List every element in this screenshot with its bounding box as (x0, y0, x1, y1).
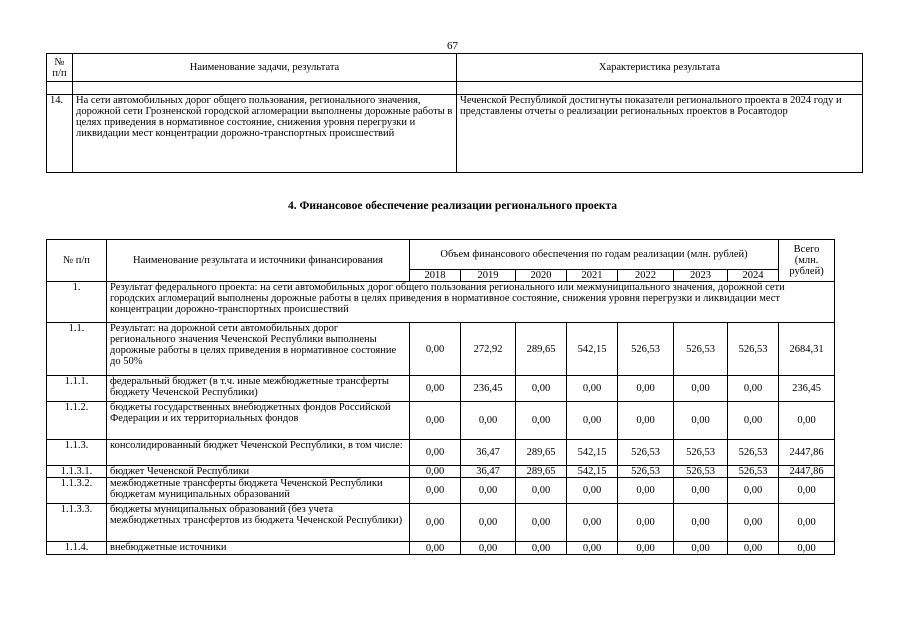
financing-header (47, 240, 835, 270)
year-value-cell: 0,00 (410, 466, 461, 478)
table-row (47, 323, 835, 376)
year-value-cell: 0,00 (410, 376, 461, 402)
year-header: 2024 (728, 270, 779, 282)
year-value-cell: 526,53 (728, 323, 779, 376)
year-value-cell: 0,00 (618, 542, 674, 555)
row-name: Результат: на дорожной сети автомобильных дорог регионального значения Чеченской Республики выполнены дорожные работы в целях приведения в нормативное состояние до 50% (107, 323, 410, 376)
year-value-cell: 0,00 (567, 478, 618, 504)
row-name: внебюджетные источники (107, 542, 410, 555)
row-name: федеральный бюджет (в т.ч. иные межбюджетные трансферты бюджету Чеченской Республики) (107, 376, 410, 402)
year-value-cell: 0,00 (461, 542, 516, 555)
year-value-cell: 526,53 (618, 323, 674, 376)
year-value-cell: 0,00 (516, 504, 567, 542)
year-value-cell: 289,65 (516, 440, 567, 466)
header-result-characteristic: Характеристика результата (457, 54, 863, 82)
year-value-cell: 0,00 (516, 402, 567, 440)
total-value-cell: 0,00 (779, 504, 835, 542)
year-header: 2022 (618, 270, 674, 282)
row-name: консолидированный бюджет Чеченской Республики, в том числе: (107, 440, 410, 466)
year-value-cell: 0,00 (618, 504, 674, 542)
total-value-cell: 0,00 (779, 478, 835, 504)
total-value-cell: 236,45 (779, 376, 835, 402)
row-num: 1.1.4. (47, 542, 107, 555)
total-value-cell: 2684,31 (779, 323, 835, 376)
table-row (47, 466, 835, 478)
year-value-cell: 0,00 (461, 504, 516, 542)
year-value-cell: 272,92 (461, 323, 516, 376)
row-num: 1.1.3.1. (47, 466, 107, 478)
year-value-cell: 526,53 (728, 440, 779, 466)
task-num: 14. (47, 95, 73, 173)
tasks-table-spacer (47, 82, 863, 95)
year-value-cell: 526,53 (674, 466, 728, 478)
year-value-cell: 289,65 (516, 466, 567, 478)
year-value-cell: 526,53 (674, 323, 728, 376)
year-value-cell: 36,47 (461, 440, 516, 466)
year-value-cell: 0,00 (410, 402, 461, 440)
tasks-table (46, 53, 863, 173)
result-row (47, 282, 835, 323)
year-value-cell: 0,00 (567, 542, 618, 555)
header-volume: Объем финансового обеспечения по годам реализации (млн. рублей) (410, 240, 779, 270)
total-value-cell: 0,00 (779, 402, 835, 440)
year-value-cell: 0,00 (728, 542, 779, 555)
year-value-cell: 0,00 (674, 504, 728, 542)
year-value-cell: 526,53 (674, 440, 728, 466)
year-value-cell: 0,00 (410, 323, 461, 376)
result-text: Результат федерального проекта: на сети автомобильных дорог общего пользования регионального или межмуниципального значения, дорожной сети городских агломераций выполнены дорожные работы в целях приведения в нормативное состояние, снижения уровня перегрузки и ликвидации мест концентрации дорожно-транспортных происшествий (107, 282, 835, 323)
row-num: 1.1. (47, 323, 107, 376)
year-value-cell: 289,65 (516, 323, 567, 376)
year-value-cell: 0,00 (516, 478, 567, 504)
year-value-cell: 0,00 (567, 376, 618, 402)
header-num: № п/п (47, 240, 107, 282)
page-number: 67 (447, 40, 458, 52)
financing-rows (47, 323, 835, 555)
section-title: 4. Финансовое обеспечение реализации регионального проекта (287, 200, 618, 212)
year-value-cell: 0,00 (674, 542, 728, 555)
header-result-name: Наименование результата и источники финансирования (107, 240, 410, 282)
year-value-cell: 0,00 (674, 376, 728, 402)
row-num: 1.1.3. (47, 440, 107, 466)
year-value-cell: 0,00 (618, 478, 674, 504)
year-value-cell: 0,00 (461, 402, 516, 440)
header-task-name: Наименование задачи, результата (73, 54, 457, 82)
total-value-cell: 2447,86 (779, 466, 835, 478)
row-name: бюджеты муниципальных образований (без учета межбюджетных трансфертов из бюджета Чеченской Республики) (107, 504, 410, 542)
row-num: 1.1.1. (47, 376, 107, 402)
table-row (47, 542, 835, 555)
row-name: бюджеты государственных внебюджетных фондов Российской Федерации и их территориальных фондов (107, 402, 410, 440)
year-value-cell: 0,00 (516, 376, 567, 402)
year-header: 2023 (674, 270, 728, 282)
year-value-cell: 542,15 (567, 323, 618, 376)
row-num: 1.1.3.2. (47, 478, 107, 504)
year-value-cell: 542,15 (567, 466, 618, 478)
row-num: 1.1.3.3. (47, 504, 107, 542)
table-row (47, 440, 835, 466)
year-value-cell: 0,00 (567, 504, 618, 542)
tasks-table-header (47, 54, 863, 82)
year-value-cell: 236,45 (461, 376, 516, 402)
result-num: 1. (47, 282, 107, 323)
year-value-cell: 0,00 (728, 504, 779, 542)
year-value-cell: 526,53 (618, 440, 674, 466)
table-row (47, 402, 835, 440)
year-value-cell: 526,53 (618, 466, 674, 478)
total-value-cell: 0,00 (779, 542, 835, 555)
table-row (47, 478, 835, 504)
row-num: 1.1.2. (47, 402, 107, 440)
year-value-cell: 526,53 (728, 466, 779, 478)
header-total: Всего (млн. рублей) (779, 240, 835, 282)
year-value-cell: 0,00 (461, 478, 516, 504)
year-value-cell: 0,00 (410, 478, 461, 504)
year-value-cell: 0,00 (618, 402, 674, 440)
table-row (47, 504, 835, 542)
year-header: 2019 (461, 270, 516, 282)
year-header: 2021 (567, 270, 618, 282)
year-value-cell: 0,00 (410, 440, 461, 466)
year-value-cell: 0,00 (728, 402, 779, 440)
table-row (47, 95, 863, 173)
year-value-cell: 0,00 (410, 542, 461, 555)
task-characteristic: Чеченской Республикой достигнуты показатели регионального проекта в 2024 году и представлены отчеты о реализации региональных проектов в Росавтодор (457, 95, 863, 173)
table-row (47, 376, 835, 402)
row-name: бюджет Чеченской Республики (107, 466, 410, 478)
financing-table (46, 239, 835, 555)
total-value-cell: 2447,86 (779, 440, 835, 466)
header-num: № п/п (47, 54, 73, 82)
year-value-cell: 0,00 (728, 478, 779, 504)
year-value-cell: 0,00 (618, 376, 674, 402)
task-name: На сети автомобильных дорог общего пользования, регионального значения, дорожной сети Грозненской городской агломерации выполнены дорожные работы в целях приведения в нормативное состояние, снижения уровня перегрузки и ликвидации мест концентрации дорожно-транспортных происшествий (73, 95, 457, 173)
year-value-cell: 0,00 (567, 402, 618, 440)
year-value-cell: 0,00 (728, 376, 779, 402)
year-value-cell: 36,47 (461, 466, 516, 478)
year-header: 2018 (410, 270, 461, 282)
year-value-cell: 0,00 (516, 542, 567, 555)
year-value-cell: 0,00 (674, 478, 728, 504)
row-name: межбюджетные трансферты бюджета Чеченской Республики бюджетам муниципальных образований (107, 478, 410, 504)
year-header: 2020 (516, 270, 567, 282)
year-value-cell: 0,00 (410, 504, 461, 542)
year-value-cell: 542,15 (567, 440, 618, 466)
year-value-cell: 0,00 (674, 402, 728, 440)
